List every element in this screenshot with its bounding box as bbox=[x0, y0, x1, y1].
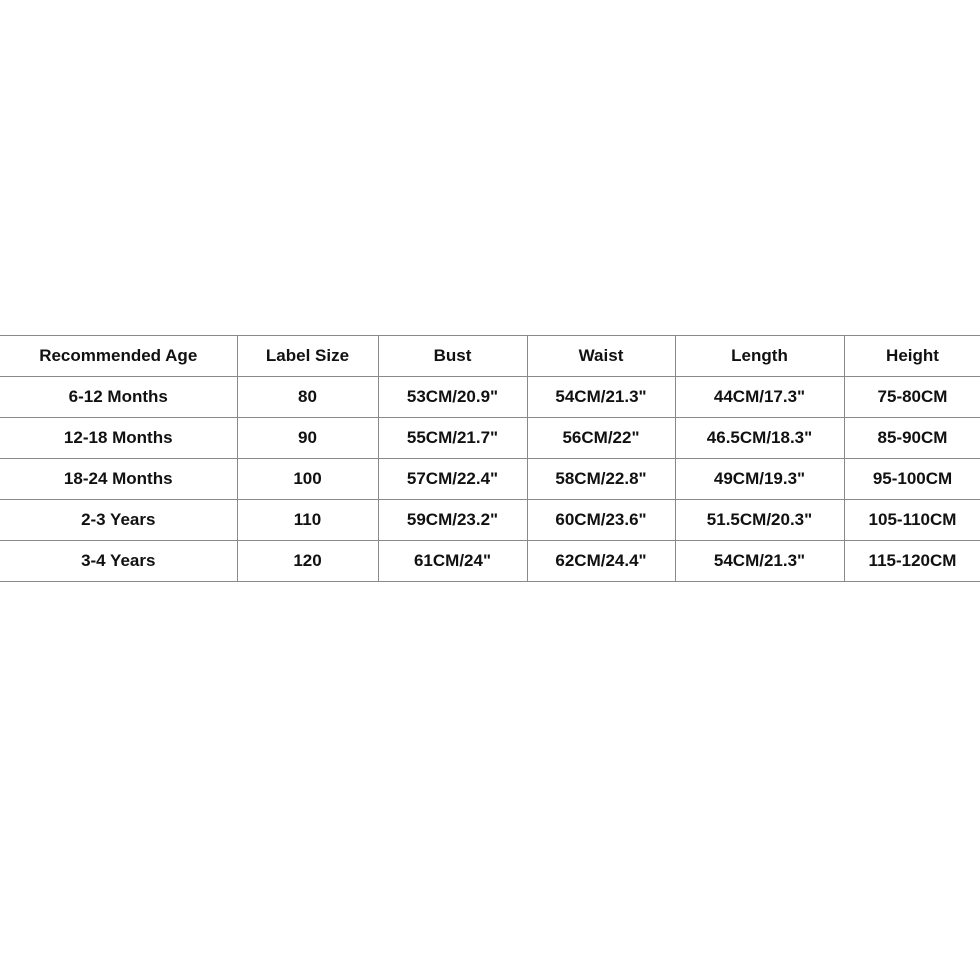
header-length: Length bbox=[675, 336, 844, 377]
cell-length: 54CM/21.3" bbox=[675, 541, 844, 582]
cell-waist: 58CM/22.8" bbox=[527, 459, 675, 500]
table-header-row bbox=[0, 336, 980, 377]
cell-height: 95-100CM bbox=[844, 459, 980, 500]
cell-age: 12-18 Months bbox=[0, 418, 237, 459]
cell-height: 75-80CM bbox=[844, 377, 980, 418]
header-label-size: Label Size bbox=[237, 336, 378, 377]
cell-label-size: 120 bbox=[237, 541, 378, 582]
table-row bbox=[0, 459, 980, 500]
cell-height: 85-90CM bbox=[844, 418, 980, 459]
table-row bbox=[0, 541, 980, 582]
cell-height: 105-110CM bbox=[844, 500, 980, 541]
cell-label-size: 100 bbox=[237, 459, 378, 500]
cell-age: 18-24 Months bbox=[0, 459, 237, 500]
cell-bust: 61CM/24" bbox=[378, 541, 527, 582]
header-height: Height bbox=[844, 336, 980, 377]
cell-waist: 56CM/22" bbox=[527, 418, 675, 459]
cell-waist: 62CM/24.4" bbox=[527, 541, 675, 582]
table-row bbox=[0, 418, 980, 459]
cell-label-size: 80 bbox=[237, 377, 378, 418]
cell-bust: 55CM/21.7" bbox=[378, 418, 527, 459]
cell-age: 2-3 Years bbox=[0, 500, 237, 541]
table-row bbox=[0, 500, 980, 541]
header-waist: Waist bbox=[527, 336, 675, 377]
cell-length: 51.5CM/20.3" bbox=[675, 500, 844, 541]
size-chart-table bbox=[0, 335, 980, 582]
table-row bbox=[0, 377, 980, 418]
cell-label-size: 90 bbox=[237, 418, 378, 459]
header-recommended-age: Recommended Age bbox=[0, 336, 237, 377]
cell-bust: 59CM/23.2" bbox=[378, 500, 527, 541]
cell-age: 6-12 Months bbox=[0, 377, 237, 418]
cell-length: 49CM/19.3" bbox=[675, 459, 844, 500]
cell-waist: 54CM/21.3" bbox=[527, 377, 675, 418]
cell-waist: 60CM/23.6" bbox=[527, 500, 675, 541]
cell-length: 44CM/17.3" bbox=[675, 377, 844, 418]
cell-bust: 57CM/22.4" bbox=[378, 459, 527, 500]
cell-bust: 53CM/20.9" bbox=[378, 377, 527, 418]
cell-age: 3-4 Years bbox=[0, 541, 237, 582]
header-bust: Bust bbox=[378, 336, 527, 377]
cell-height: 115-120CM bbox=[844, 541, 980, 582]
cell-label-size: 110 bbox=[237, 500, 378, 541]
cell-length: 46.5CM/18.3" bbox=[675, 418, 844, 459]
